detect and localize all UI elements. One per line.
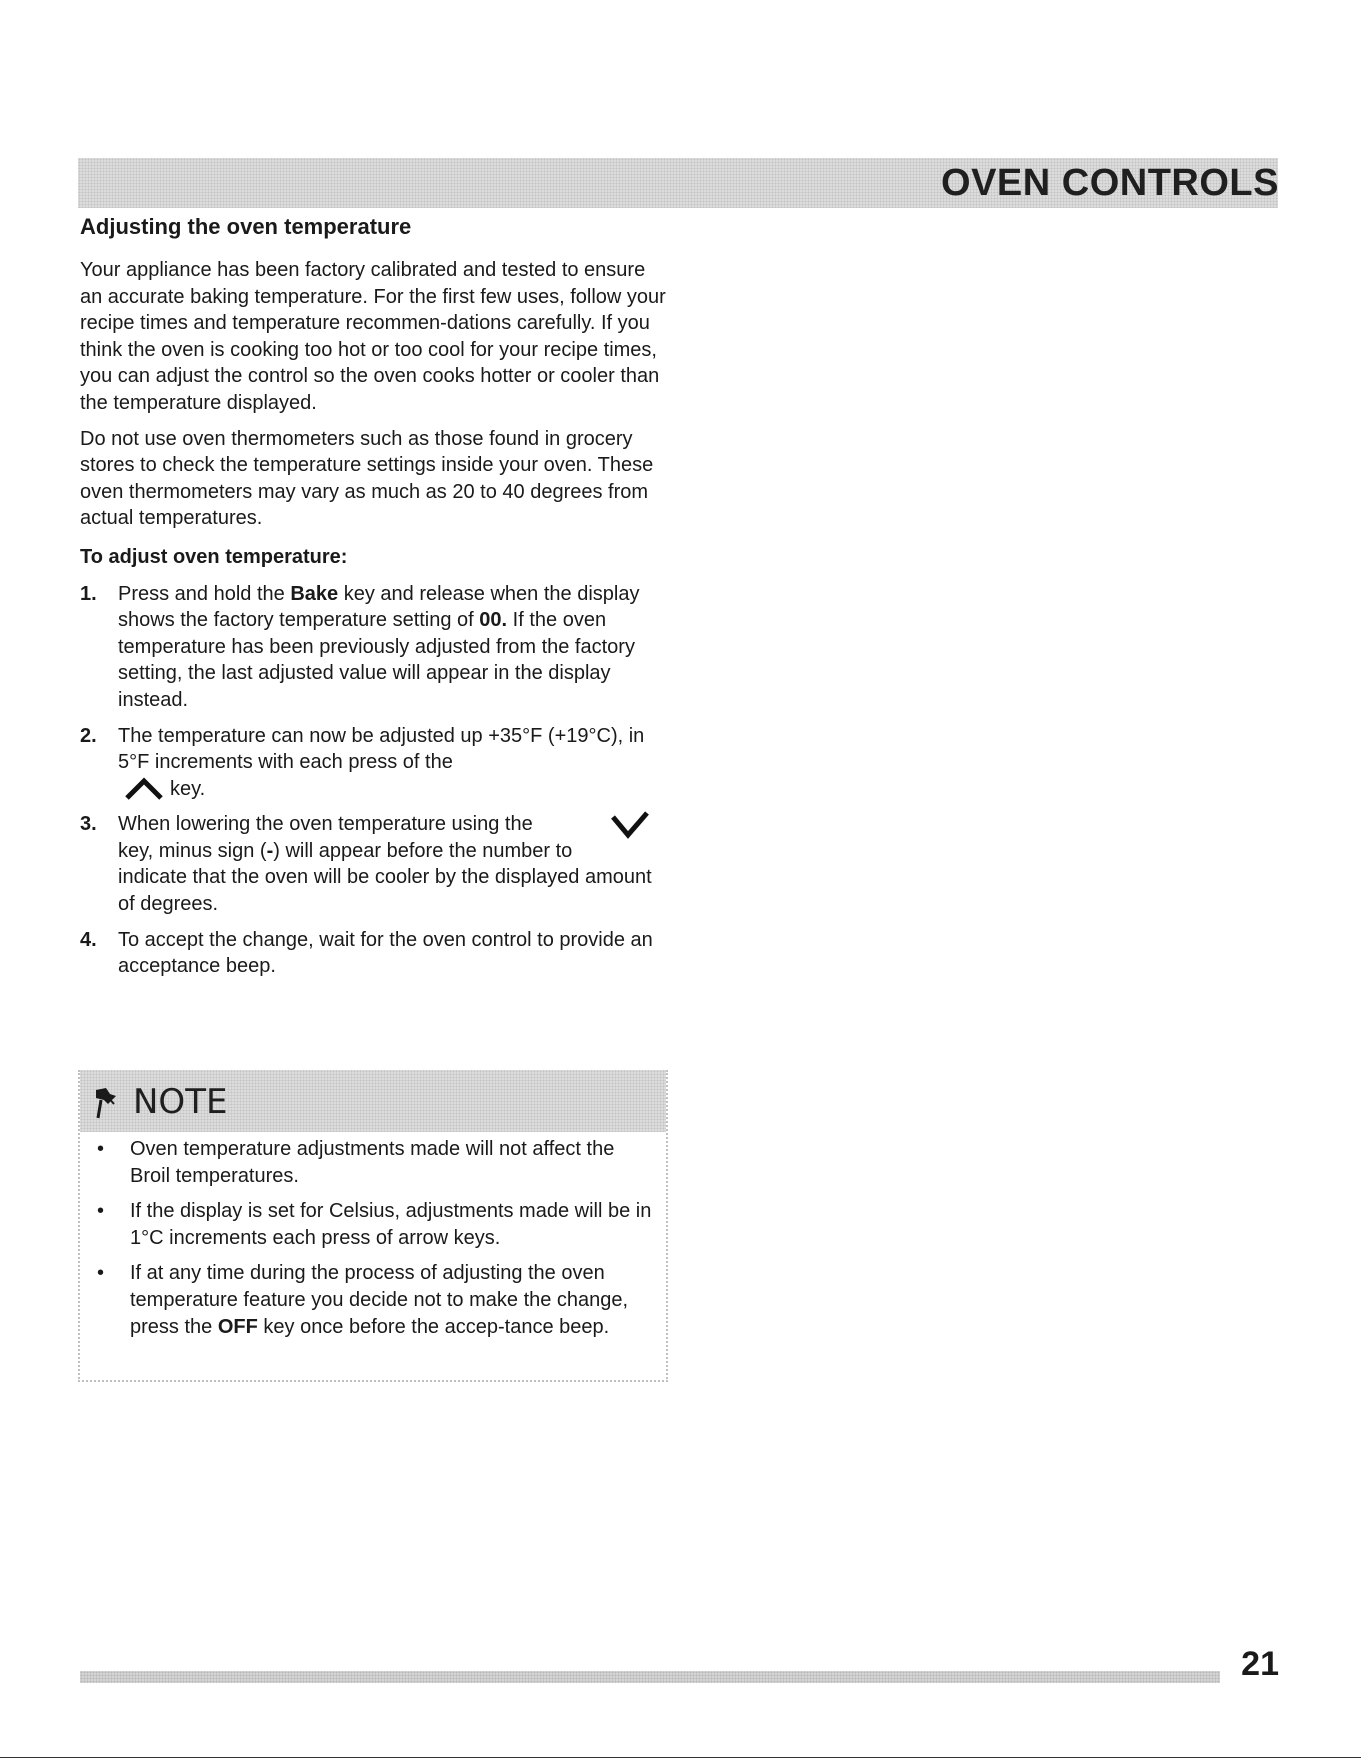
- main-column: [80, 212, 670, 989]
- step-number: 1.: [80, 582, 97, 605]
- note-item: [80, 1260, 666, 1340]
- page-number: 21: [1241, 1645, 1279, 1683]
- note-text: If at any time during the process of adjusting the oven temperature feature you decide not to make the change, press the: [130, 1262, 629, 1338]
- minus-sign: -: [266, 839, 274, 862]
- note-header: [80, 1070, 666, 1132]
- step-number: 4.: [80, 928, 97, 951]
- step-text: Press and hold the: [118, 582, 291, 605]
- note-text: key once before the accep-tance beep.: [257, 1315, 610, 1338]
- chevron-up-icon: [124, 777, 164, 801]
- steps-list: [80, 581, 670, 980]
- note-text: If the display is set for Celsius, adjustments made will be in 1°C increments each press of arrow keys.: [130, 1200, 652, 1249]
- note-list: [80, 1136, 666, 1349]
- section-title: OVEN CONTROLS: [941, 162, 1279, 204]
- bake-key-label: Bake: [290, 582, 339, 605]
- chevron-down-icon: [610, 811, 650, 847]
- step-text: When lowering the oven temperature using the: [118, 813, 533, 836]
- note-item: [80, 1136, 666, 1189]
- note-box: [78, 1070, 668, 1382]
- step-text: To accept the change, wait for the oven control to provide an acceptance beep.: [118, 928, 653, 978]
- step-text: If the oven temperature has been previously adjusted from the factory setting, the last adjusted value will appear in the display instead.: [118, 609, 635, 711]
- intro-paragraph: Your appliance has been factory calibrated and tested to ensure an accurate baking temperature. For the first few uses, follow your recipe times and temperature recommen-dations carefully. If you think the oven is cooking too hot or too cool for your recipe times, you can adjust the control so the oven cooks hotter or cooler than the temperature displayed.: [80, 259, 666, 414]
- note-title: NOTE: [133, 1082, 228, 1122]
- step-text: The temperature can now be adjusted up +35°F (+19°C), in 5°F increments with each press of the: [118, 724, 645, 774]
- note-item: [80, 1198, 666, 1251]
- steps-subheading: To adjust oven temperature:: [80, 545, 348, 568]
- step-3: [80, 811, 670, 917]
- section-heading: Adjusting the oven temperature: [80, 214, 412, 239]
- step-text: key and release when the display shows the factory temperature setting of: [118, 582, 640, 632]
- bottom-rule: [0, 1757, 1361, 1758]
- step-2: [80, 723, 670, 803]
- step-text: ) will appear before the number to indicate that the oven will be cooler by the displayed amount of degrees.: [118, 839, 652, 916]
- off-key-label: OFF: [217, 1315, 258, 1338]
- thermometer-paragraph: Do not use oven thermometers such as those found in grocery stores to check the temperature settings inside your oven. These oven thermometers may vary as much as 20 to 40 degrees from actual temperatures.: [80, 427, 654, 530]
- footer-band: [80, 1671, 1220, 1683]
- step-4: [80, 927, 670, 980]
- pushpin-icon: [92, 1086, 120, 1125]
- factory-setting-value: 00.: [479, 609, 508, 632]
- step-text: key, minus sign (: [118, 839, 267, 862]
- step-1: [80, 581, 670, 714]
- step-number: 3.: [80, 813, 97, 836]
- step-number: 2.: [80, 724, 97, 747]
- step-text: key.: [170, 777, 206, 800]
- note-text: Oven temperature adjustments made will not affect the Broil temperatures.: [130, 1138, 615, 1187]
